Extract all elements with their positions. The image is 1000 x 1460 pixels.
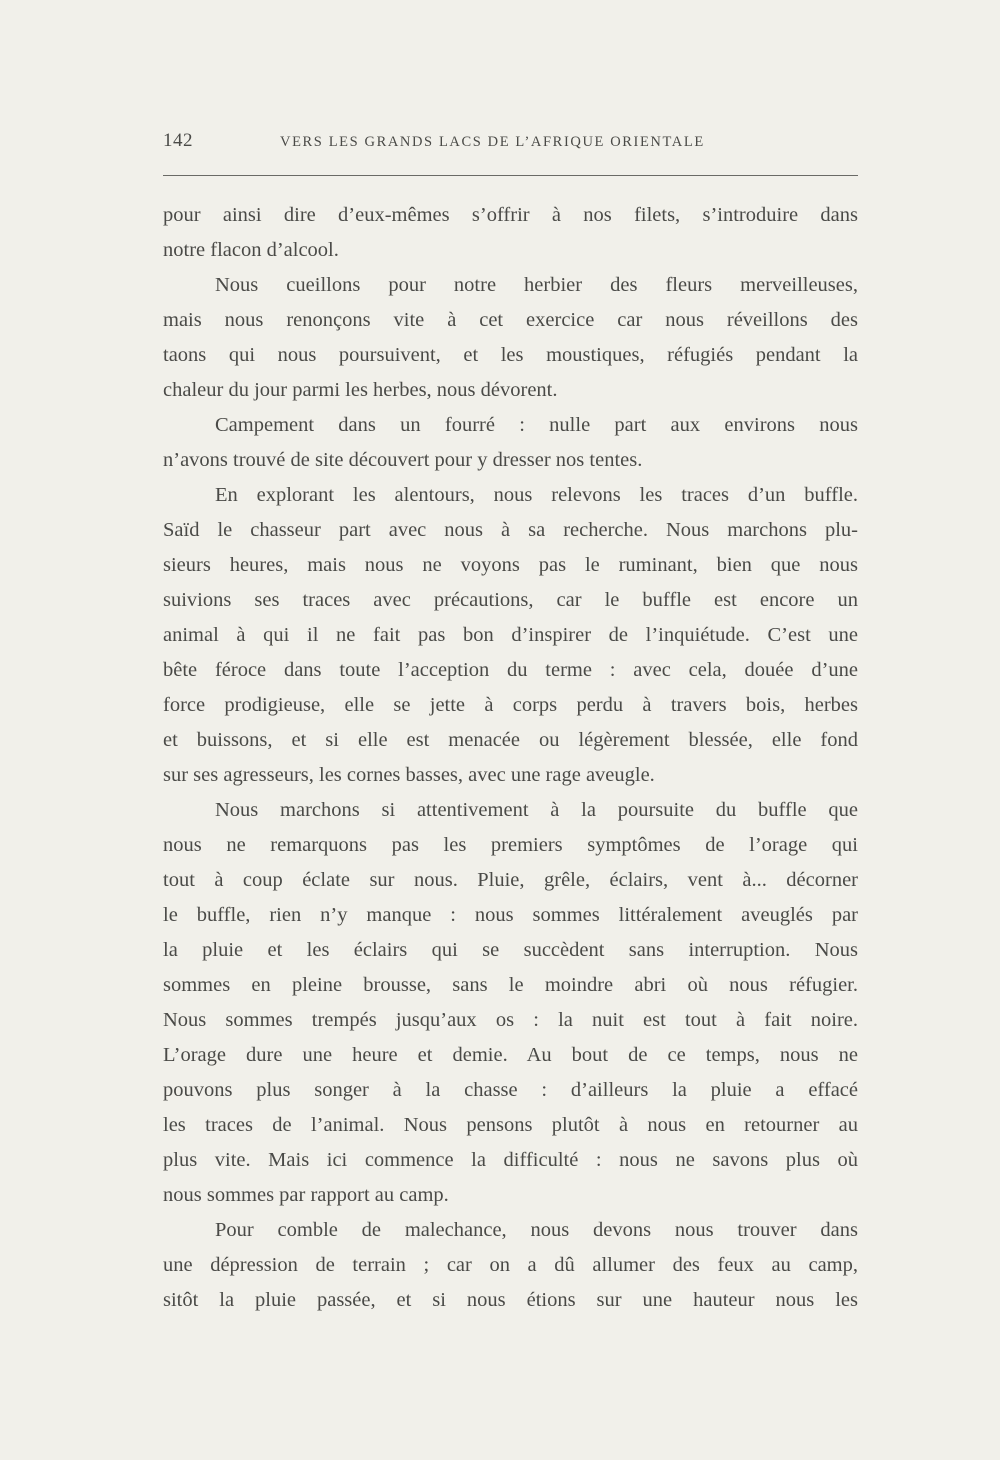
text-line: et buissons, et si elle est menacée ou légèrement blessée, elle fond [163, 729, 858, 751]
text-line: bête féroce dans toute l’acception du terme : avec cela, douée d’une [163, 659, 858, 681]
text-line: sieurs heures, mais nous ne voyons pas le ruminant, bien que nous [163, 554, 858, 576]
text-line: force prodigieuse, elle se jette à corps perdu à travers bois, herbes [163, 694, 858, 716]
text-line: Pour comble de malechance, nous devons nous trouver dans [215, 1219, 858, 1241]
text-line: la pluie et les éclairs qui se succèdent sans interruption. Nous [163, 939, 858, 961]
page-header [163, 128, 858, 158]
text-line: Nous marchons si attentivement à la poursuite du buffle que [215, 799, 858, 821]
text-line: chaleur du jour parmi les herbes, nous dévorent. [163, 379, 558, 401]
text-line: L’orage dure une heure et demie. Au bout de ce temps, nous ne [163, 1044, 858, 1066]
header-rule [163, 175, 858, 176]
paragraph [163, 408, 858, 478]
text-line: animal à qui il ne fait pas bon d’inspirer de l’inquiétude. C’est une [163, 624, 858, 646]
page-number: 142 [163, 130, 193, 151]
text-line: pour ainsi dire d’eux-mêmes s’offrir à nos filets, s’introduire dans [163, 204, 858, 226]
text-line: nous ne remarquons pas les premiers symptômes de l’orage qui [163, 834, 858, 856]
text-line: En explorant les alentours, nous relevons les traces d’un buffle. [215, 484, 858, 506]
text-line: le buffle, rien n’y manque : nous sommes littéralement aveuglés par [163, 904, 858, 926]
paragraph [163, 793, 858, 1213]
text-line: Nous cueillons pour notre herbier des fleurs merveilleuses, [215, 274, 858, 296]
text-line: taons qui nous poursuivent, et les moustiques, réfugiés pendant la [163, 344, 858, 366]
text-line: sur ses agresseurs, les cornes basses, avec une rage aveugle. [163, 764, 655, 786]
text-line: Nous sommes trempés jusqu’aux os : la nuit est tout à fait noire. [163, 1009, 858, 1031]
text-line: mais nous renonçons vite à cet exercice car nous réveillons des [163, 309, 858, 331]
running-title: VERS LES GRANDS LACS DE L’AFRIQUE ORIENTALE [280, 134, 705, 150]
text-line: n’avons trouvé de site découvert pour y dresser nos tentes. [163, 449, 643, 471]
text-line: les traces de l’animal. Nous pensons plutôt à nous en retourner au [163, 1114, 858, 1136]
text-line: tout à coup éclate sur nous. Pluie, grêle, éclairs, vent à... décorner [163, 869, 858, 891]
text-line: pouvons plus songer à la chasse : d’ailleurs la pluie a effacé [163, 1079, 858, 1101]
text-line: sommes en pleine brousse, sans le moindre abri où nous réfugier. [163, 974, 858, 996]
text-line: plus vite. Mais ici commence la difficulté : nous ne savons plus où [163, 1149, 858, 1171]
text-line: une dépression de terrain ; car on a dû allumer des feux au camp, [163, 1254, 858, 1276]
text-line: notre flacon d’alcool. [163, 239, 339, 261]
text-line: sitôt la pluie passée, et si nous étions sur une hauteur nous les [163, 1289, 858, 1311]
text-line: suivions ses traces avec précautions, car le buffle est encore un [163, 589, 858, 611]
paragraph [163, 478, 858, 793]
paragraph [163, 1213, 858, 1318]
text-line: nous sommes par rapport au camp. [163, 1184, 449, 1206]
paragraph [163, 268, 858, 408]
body-text [163, 198, 858, 1318]
paragraph [163, 198, 858, 268]
text-line: Saïd le chasseur part avec nous à sa recherche. Nous marchons plu- [163, 519, 858, 541]
text-line: Campement dans un fourré : nulle part aux environs nous [215, 414, 858, 436]
